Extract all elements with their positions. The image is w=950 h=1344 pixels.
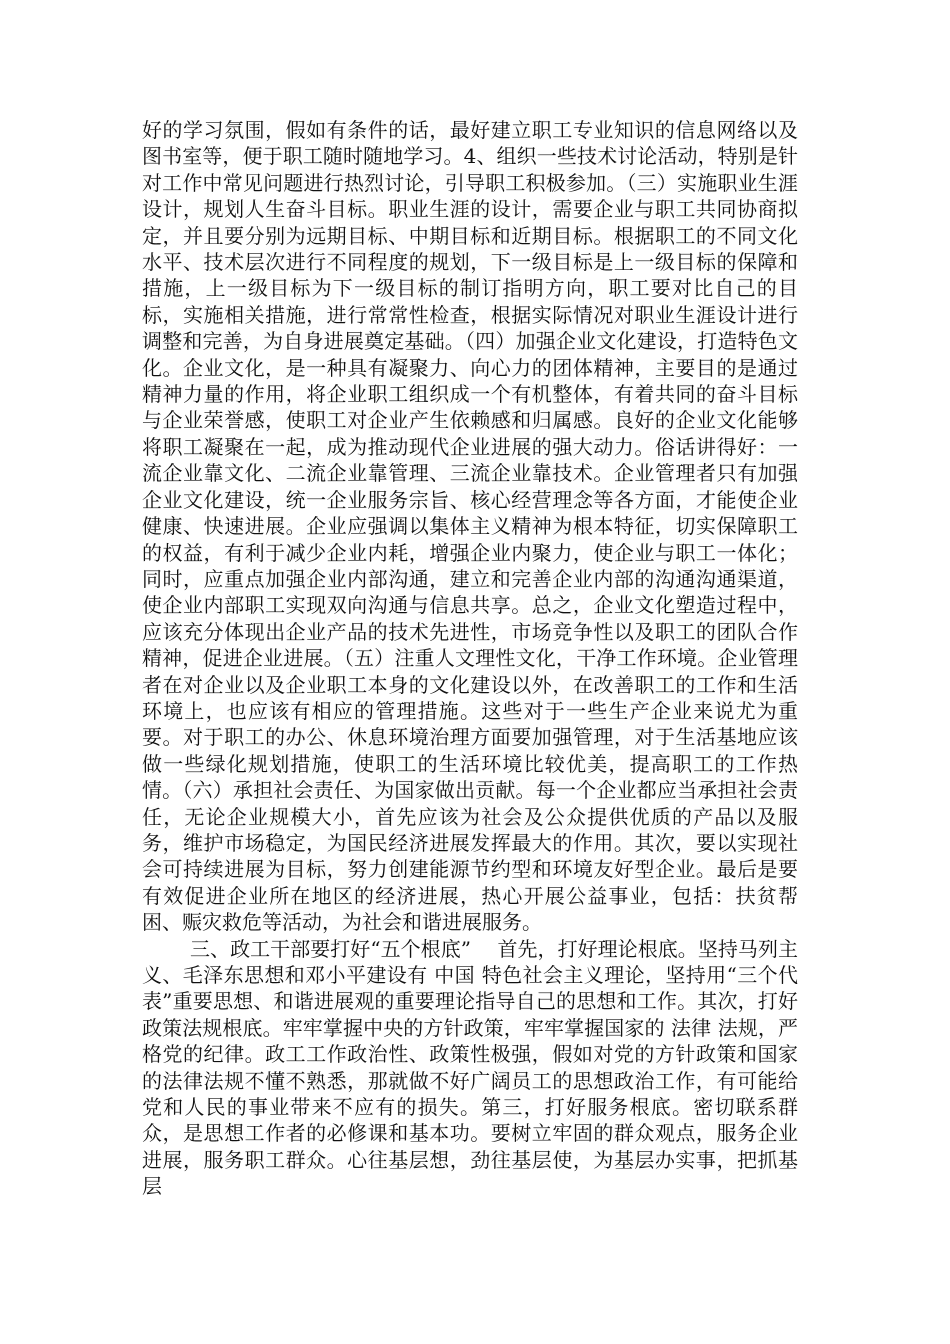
body-text: [142, 117, 798, 1200]
paragraph-continuation: 好的学习氛围，假如有条件的话，最好建立职工专业知识的信息网络以及图书室等，便于职工随时随地学习。4、组织一些技术讨论活动，特别是针对工作中常见问题进行热烈讨论，引导职工积极参加。（三）实施职业生涯设计，规划人生奋斗目标。职业生涯的设计，需要企业与职工共同协商拟定，并且要分别为远期目标、中期目标和近期目标。根据职工的不同文化水平、技术层次进行不同程度的规划，下一级目标是上一级目标的保障和措施，上一级目标为下一级目标的制订指明方向，职工要对比自己的目标，实施相关措施，进行常常性检查，根据实际情况对职业生涯设计进行调整和完善，为自身进展奠定基础。（四）加强企业文化建设，打造特色文化。企业文化，是一种具有凝聚力、向心力的团体精神，主要目的是通过精神力量的作用，将企业职工组织成一个有机整体，有着共同的奋斗目标与企业荣誉感，使职工对企业产生依赖感和归属感。良好的企业文化能够将职工凝聚在一起，成为推动现代企业进展的强大动力。俗话讲得好：一流企业靠文化、二流企业靠管理、三流企业靠技术。企业管理者只有加强企业文化建设，统一企业服务宗旨、核心经营理念等各方面，才能使企业健康、快速进展。企业应强调以集体主义精神为根本特征，切实保障职工的权益，有利于减少企业内耗，增强企业内聚力，使企业与职工一体化；同时，应重点加强企业内部沟通，建立和完善企业内部的沟通沟通渠道，使企业内部职工实现双向沟通与信息共享。总之，企业文化塑造过程中，应该充分体现出企业产品的技术先进性，市场竞争性以及职工的团队合作精神，促进企业进展。（五）注重人文理性文化，干净工作环境。企业管理者在对企业以及企业职工本身的文化建设以外，在改善职工的工作和生活环境上，也应该有相应的管理措施。这些对于一些生产企业来说尤为重要。对于职工的办公、休息环境治理方面要加强管理，对于生活基地应该做一些绿化规划措施，使职工的生活环境比较优美，提高职工的工作热情。（六）承担社会责任、为国家做出贡献。每一个企业都应当承担社会责任，无论企业规模大小，首先应该为社会及公众提供优质的产品以及服务，维护市场稳定，为国民经济进展发挥最大的作用。其次，要以实现社会可持续进展为目标，努力创建能源节约型和环境友好型企业。最后是要有效促进企业所在地区的经济进展，热心开展公益事业，包括：扶贫帮困、赈灾救危等活动，为社会和谐进展服务。: [142, 118, 798, 935]
paragraph-section-three: 三、政工干部要打好“五个根底” 首先，打好理论根底。坚持马列主义、毛泽东思想和邓小平建设有 中国 特色社会主义理论，坚持用“三个代表”重要思想、和谐进展观的重要理论指导自己的思想和工作。其次，打好政策法规根底。牢牢掌握中央的方针政策，牢牢掌握国家的 法律 法规，严格党的纪律。政工工作政治性、政策性极强，假如对党的方针政策和国家的法律法规不懂不熟悉，那就做不好广阔员工的思想政治工作，有可能给党和人民的事业带来不应有的损失。第三，打好服务根底。密切联系群众，是思想工作者的必修课和基本功。要树立牢固的群众观点，服务企业进展，服务职工群众。心往基层想，劲往基层使，为基层办实事，把抓基层: [142, 936, 798, 1199]
